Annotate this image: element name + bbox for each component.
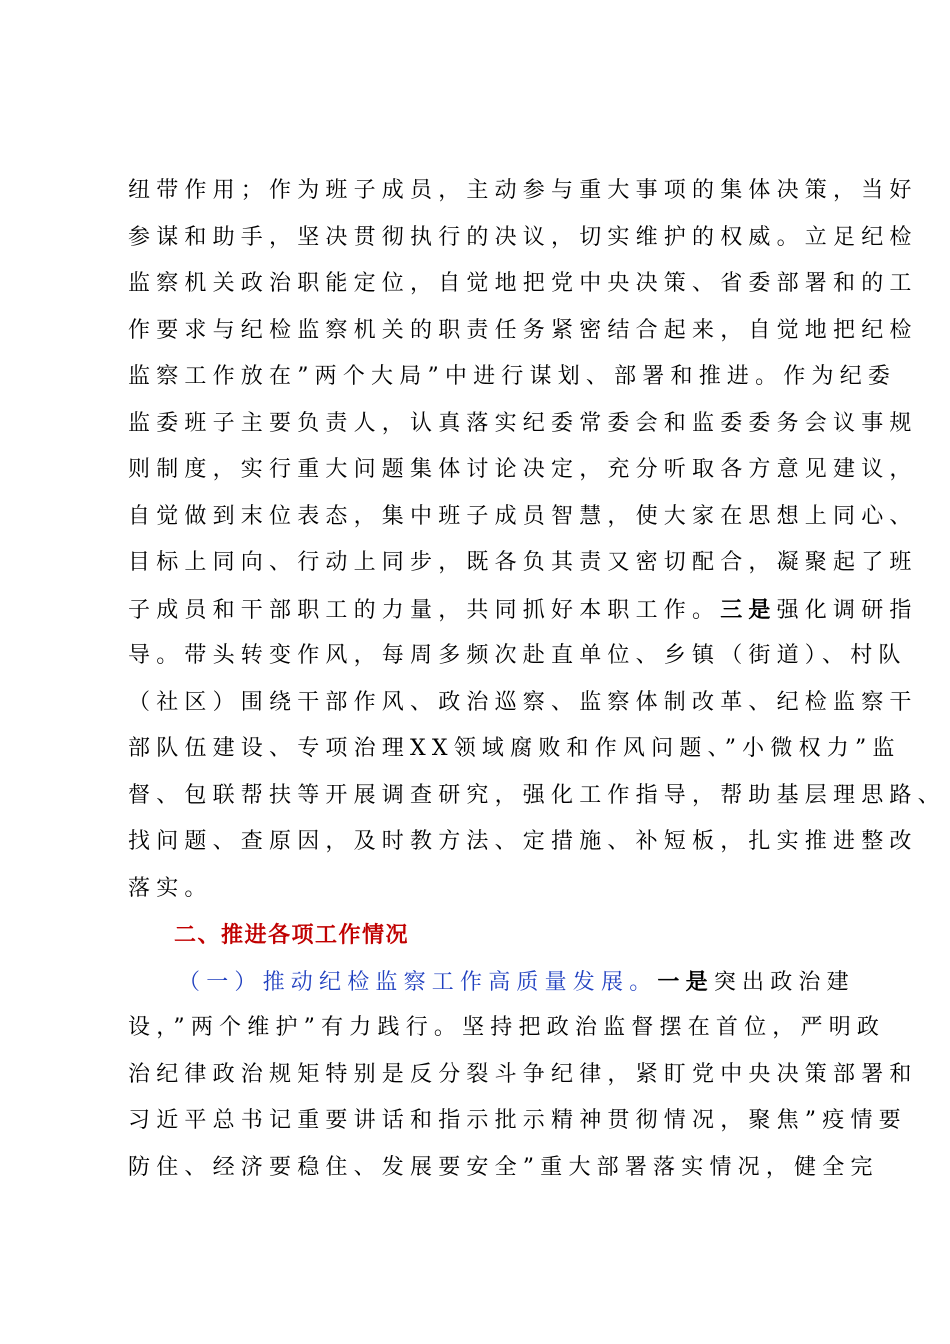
text-line: 参谋和助手，坚决贯彻执行的决议，切实维护的权威。立足纪检 [128, 224, 918, 250]
text-segment: 突出政治建 [713, 969, 855, 995]
subsection-heading: （一）推动纪检监察工作高质量发展。 [178, 969, 658, 995]
text-line: 落实。 [128, 875, 213, 901]
text-line: 目标上同向、行动上同步，既各负其责又密切配合，凝聚起了班 [128, 550, 918, 575]
text-line: 自觉做到末位表态，集中班子成员智慧，使大家在思想上同心、 [128, 503, 918, 529]
emphasis-marker: 一是 [657, 968, 714, 995]
text-line [128, 587, 918, 634]
subsection-line [128, 959, 855, 1006]
text-line: 则制度，实行重大问题集体讨论决定，充分听取各方意见建议， [128, 457, 918, 482]
text-line: 部队伍建设、专项治理XX领域腐败和作风问题、”小微权力”监 [128, 736, 901, 761]
text-line: 设，”两个维护”有力践行。坚持把政治监督摆在首位，严明政 [128, 1015, 886, 1040]
text-line: 防住、经济要稳住、发展要安全”重大部署落实情况，健全完 [128, 1154, 879, 1180]
document-body [128, 168, 946, 1191]
text-segment: 子成员和干部职工的力量，共同抓好本职工作。 [128, 597, 721, 623]
section-heading: 二、推进各项工作情况 [174, 922, 410, 948]
text-line: 找问题、查原因，及时教方法、定措施、补短板，扎实推进整改 [128, 829, 918, 854]
text-line: 监察机关政治职能定位，自觉地把党中央决策、省委部署和的工 [128, 271, 918, 296]
text-line: 纽带作用；作为班子成员，主动参与重大事项的集体决策，当好 [128, 178, 918, 203]
text-line: 习近平总书记重要讲话和指示批示精神贯彻情况，聚焦”疫情要 [128, 1108, 907, 1133]
text-line: 督、包联帮扶等开展调查研究，强化工作指导，帮助基层理思路、 [128, 782, 946, 808]
text-segment: 强化调研指 [776, 597, 918, 623]
emphasis-marker: 三是 [720, 596, 777, 623]
text-line: 监委班子主要负责人，认真落实纪委常委会和监委委务会议事规 [128, 410, 918, 436]
text-line: 监察工作放在”两个大局”中进行谋划、部署和推进。作为纪委 [128, 364, 897, 389]
text-line: 作要求与纪检监察机关的职责任务紧密结合起来，自觉地把纪检 [128, 317, 918, 343]
text-line: 治纪律政治规矩特别是反分裂斗争纪律，紧盯党中央决策部署和 [128, 1061, 918, 1087]
text-line: （社区）围绕干部作风、政治巡察、监察体制改革、纪检监察干 [128, 689, 918, 715]
text-line: 导。带头转变作风，每周多频次赴直单位、乡镇（街道）、村队 [128, 643, 907, 668]
